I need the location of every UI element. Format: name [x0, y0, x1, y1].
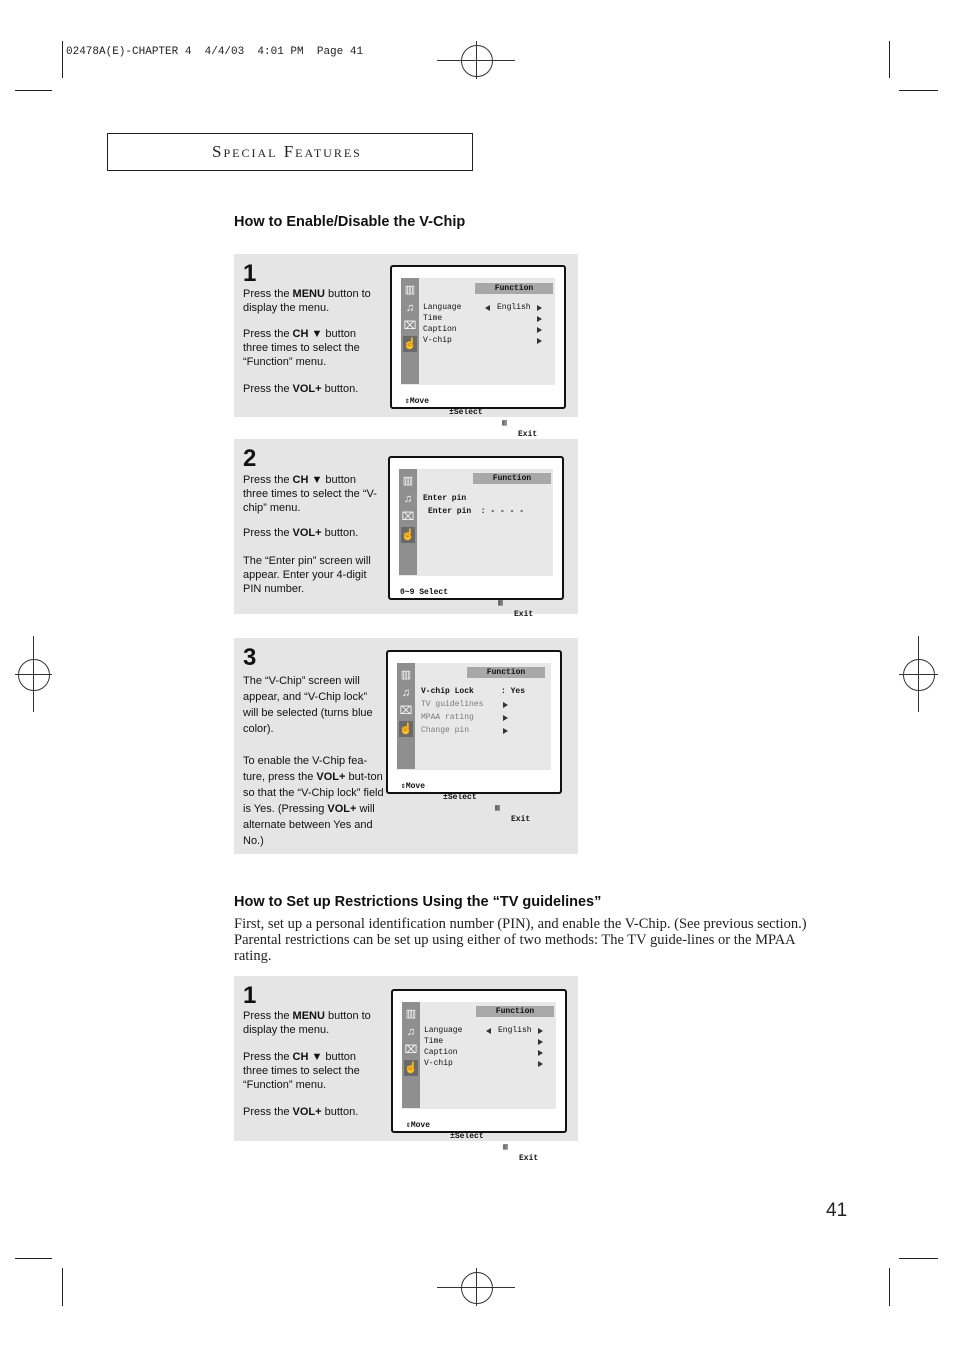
picture-icon: ▥: [404, 284, 416, 296]
menu-help-bar: ⇕Move ±Select ▥ Exit: [397, 770, 551, 781]
help-select: Select: [447, 793, 477, 802]
function-icon: ☝: [401, 529, 415, 541]
section-title: Special Features: [212, 142, 362, 161]
crop-mark: [899, 90, 938, 91]
sound-icon: ♫: [401, 687, 411, 699]
step-text: Press the VOL+ button.: [243, 527, 359, 539]
menu-icons: [397, 663, 415, 769]
crop-mark: [889, 41, 890, 78]
print-header: 02478A(E)-CHAPTER 4 4/4/03 4:01 PM Page 41: [66, 46, 364, 58]
function-icon: ☝: [404, 1062, 418, 1074]
help-select: 0~9 Select: [400, 588, 449, 597]
help-move: Move: [405, 782, 426, 791]
menu-icons: [402, 1002, 420, 1108]
menu-row-caption: Caption: [423, 325, 457, 334]
crop-mark: [899, 1258, 938, 1259]
tv-screen-function-menu: [390, 265, 566, 439]
step-number: 3: [243, 644, 257, 671]
help-exit: Exit: [519, 1154, 539, 1163]
change-pin-row: Change pin: [421, 726, 470, 735]
sound-icon: ♫: [405, 302, 415, 314]
menu-row-language: Language: [423, 303, 462, 312]
step-number: 1: [243, 982, 257, 1009]
picture-icon: ▥: [402, 475, 414, 487]
exit-icon: ▥: [495, 804, 500, 813]
crop-mark: [62, 1268, 63, 1306]
step-panel-tvg-1: [234, 976, 578, 1163]
step-text: To enable the V-Chip fea-ture, press the VOL+ but-ton so that the “V-Chip lock” field is Yes. (Pressing VOL+ will alternate between Yes and No.): [243, 755, 384, 847]
menu-title: Function: [475, 283, 553, 294]
step-panel-3: [234, 638, 578, 854]
step-text: Press the CH ▼ button three times to select the “Function” menu.: [243, 328, 360, 368]
enter-pin-title: Enter pin: [423, 494, 467, 503]
intro-paragraph: First, set up a personal identification number (PIN), and enable the V-Chip. (See previous section.) Parental restrictions can be set up using either of two methods: The TV guide-lines or the MPAA rating.: [234, 916, 807, 964]
vchip-lock-value: : Yes: [501, 687, 526, 696]
crop-mark: [889, 1268, 890, 1306]
step-number: 1: [243, 260, 257, 287]
mpaa-rating-row: MPAA rating: [421, 713, 474, 722]
exit-icon: ▥: [503, 1143, 508, 1152]
menu-row-vchip: V-chip: [424, 1059, 453, 1068]
enter-pin-field: Enter pin : - - - -: [428, 507, 525, 516]
channel-icon: ⌧: [403, 320, 417, 332]
step-text: Press the MENU button to display the menu.: [243, 1010, 371, 1036]
step-text: Press the VOL+ button.: [243, 1106, 359, 1118]
step-text: Press the MENU button to display the menu.: [243, 288, 371, 314]
tv-screen-function-menu: [391, 989, 567, 1163]
picture-icon: ▥: [405, 1008, 417, 1020]
function-icon: ☝: [399, 723, 413, 735]
menu-title: Function: [476, 1006, 554, 1017]
menu-row-vchip: V-chip: [423, 336, 452, 345]
channel-icon: ⌧: [401, 511, 415, 523]
crop-mark: [15, 90, 52, 91]
menu-title: Function: [473, 473, 551, 484]
exit-icon: ▥: [502, 419, 507, 428]
help-select: Select: [453, 408, 483, 417]
step-text: Press the CH ▼ button three times to select the “Function” menu.: [243, 1051, 360, 1091]
step-number: 2: [243, 445, 257, 472]
tv-guidelines-row: TV guidelines: [421, 700, 484, 709]
help-move: Move: [409, 397, 430, 406]
vchip-lock-row: V-chip Lock: [421, 687, 474, 696]
step-text: The “V-Chip” screen will appear, and “V-Chip lock” will be selected (turns blue color).: [243, 675, 373, 735]
step-panel-2: [234, 439, 578, 619]
function-icon: ☝: [403, 338, 417, 350]
menu-row-time: Time: [424, 1037, 444, 1046]
menu-help-bar: ⇕Move ±Select ▥ Exit: [401, 385, 555, 396]
tv-screen-vchip-menu: [386, 650, 562, 824]
help-move: Move: [410, 1121, 431, 1130]
menu-row-language: Language: [424, 1026, 463, 1035]
step-text: Press the CH ▼ button three times to select the “V-chip” menu.: [243, 474, 377, 514]
channel-icon: ⌧: [404, 1044, 418, 1056]
heading-enable-vchip: How to Enable/Disable the V-Chip: [234, 214, 466, 230]
menu-help-bar: [399, 576, 553, 619]
language-value: English: [497, 303, 531, 312]
tv-screen-enter-pin: [388, 456, 564, 619]
menu-row-caption: Caption: [424, 1048, 458, 1057]
menu-icons: [401, 278, 419, 384]
step-text: The “Enter pin” screen will appear. Enter your 4-digit PIN number.: [243, 555, 371, 595]
crop-mark: [62, 41, 63, 78]
heading-tv-guidelines: How to Set up Restrictions Using the “TV guidelines”: [234, 894, 602, 910]
help-exit: Exit: [518, 430, 538, 439]
language-value: English: [498, 1026, 532, 1035]
help-select: Select: [454, 1132, 484, 1141]
sound-icon: ♫: [406, 1026, 416, 1038]
step-text: Press the VOL+ button.: [243, 383, 359, 395]
menu-title: Function: [467, 667, 545, 678]
crop-mark: [15, 1258, 52, 1259]
menu-icons: [399, 469, 417, 575]
picture-icon: ▥: [400, 669, 412, 681]
help-exit: Exit: [514, 610, 534, 619]
page-number: 41: [826, 1200, 848, 1221]
help-exit: Exit: [511, 815, 531, 824]
step-panel-1: [234, 254, 578, 439]
exit-icon: ▥: [498, 599, 503, 608]
menu-help-bar: ⇕Move ±Select ▥ Exit: [402, 1109, 556, 1120]
menu-row-time: Time: [423, 314, 443, 323]
channel-icon: ⌧: [399, 705, 413, 717]
sound-icon: ♫: [403, 493, 413, 505]
